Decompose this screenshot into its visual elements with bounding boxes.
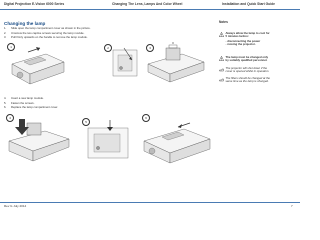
note-text: same time as the lamp is changed.: [225, 79, 269, 84]
step-text: Unscrew the two captive screws securing the lamp module.: [11, 30, 85, 35]
figure-6: [140, 113, 212, 165]
screw-fasten-illustration: [84, 118, 134, 162]
note-text: 5 minutes before:: [225, 34, 249, 39]
step-text: Replace the lamp compartment cover.: [11, 105, 59, 109]
figure-5: [84, 118, 134, 162]
hand-pointer-icon: [219, 77, 224, 82]
figure-5-label: 5: [82, 118, 90, 126]
step-number: 4.: [4, 96, 7, 100]
figure-4: [5, 113, 71, 163]
step-4: [4, 96, 44, 100]
note-text: The lamp must be changed only: [225, 55, 269, 59]
footer-revision: Rev G July 2014: [4, 204, 27, 208]
step-number: 3.: [4, 35, 7, 39]
header-right: Installation and Quick Start Guide: [222, 2, 275, 6]
figure-1: [6, 42, 66, 86]
step-number: 2.: [4, 30, 7, 35]
page-header: [0, 0, 300, 9]
note-text: The filters should be changed at the: [225, 76, 270, 80]
step-number: 5.: [4, 100, 7, 105]
footer-rule: [0, 202, 300, 203]
step-text: Pull firmly upwards on the handle to remove the lamp module.: [11, 35, 88, 39]
warning-icon: [219, 56, 224, 61]
header-center: Changing The Lens, Lamps And Color Wheel: [112, 2, 183, 6]
note-text: cover is opened whilst in operation.: [225, 69, 270, 74]
figure-1-label: 1: [7, 43, 15, 51]
projector-illustration-1: [6, 42, 66, 86]
note-text: - moving the projector.: [225, 42, 256, 47]
step-text: Slide open the lamp compartment cover as shown in the picture.: [11, 26, 91, 30]
step-text: Insert a new lamp module.: [11, 96, 44, 100]
step-number: 1.: [4, 26, 7, 30]
note-text: Always allow the lamp to cool for: [225, 31, 270, 35]
step-text: Fasten the screws.: [11, 100, 35, 105]
screw-detail-illustration: [110, 44, 140, 78]
figure-6-label: 6: [142, 114, 150, 122]
figure-3: [144, 42, 206, 84]
note-text: - disconnecting the power: [225, 39, 261, 44]
header-left: Digital Projection E-Vision 6000 Series: [4, 2, 65, 6]
step-2: [4, 31, 84, 35]
step-6: [4, 105, 58, 109]
notes-title: Notes: [219, 20, 228, 24]
header-rule: [0, 9, 300, 10]
step-1: [4, 26, 91, 30]
lamp-insert-illustration: [5, 113, 71, 163]
figure-4-label: 4: [6, 114, 14, 122]
warning-icon: [219, 32, 224, 37]
step-3: [4, 35, 88, 39]
note-text: by suitably qualified personnel.: [225, 58, 268, 63]
figure-2-label: 2: [104, 44, 112, 52]
section-title: Changing the lamp: [4, 21, 46, 26]
step-number: 6.: [4, 105, 7, 109]
note-text: The projector will shut down if the: [225, 66, 268, 70]
step-5: [4, 101, 34, 105]
figure-3-label: 3: [146, 44, 154, 52]
hand-pointer-icon: [219, 67, 224, 72]
figure-2: [107, 44, 140, 78]
cover-replace-illustration: [140, 113, 212, 165]
page-number: 7: [291, 204, 293, 208]
